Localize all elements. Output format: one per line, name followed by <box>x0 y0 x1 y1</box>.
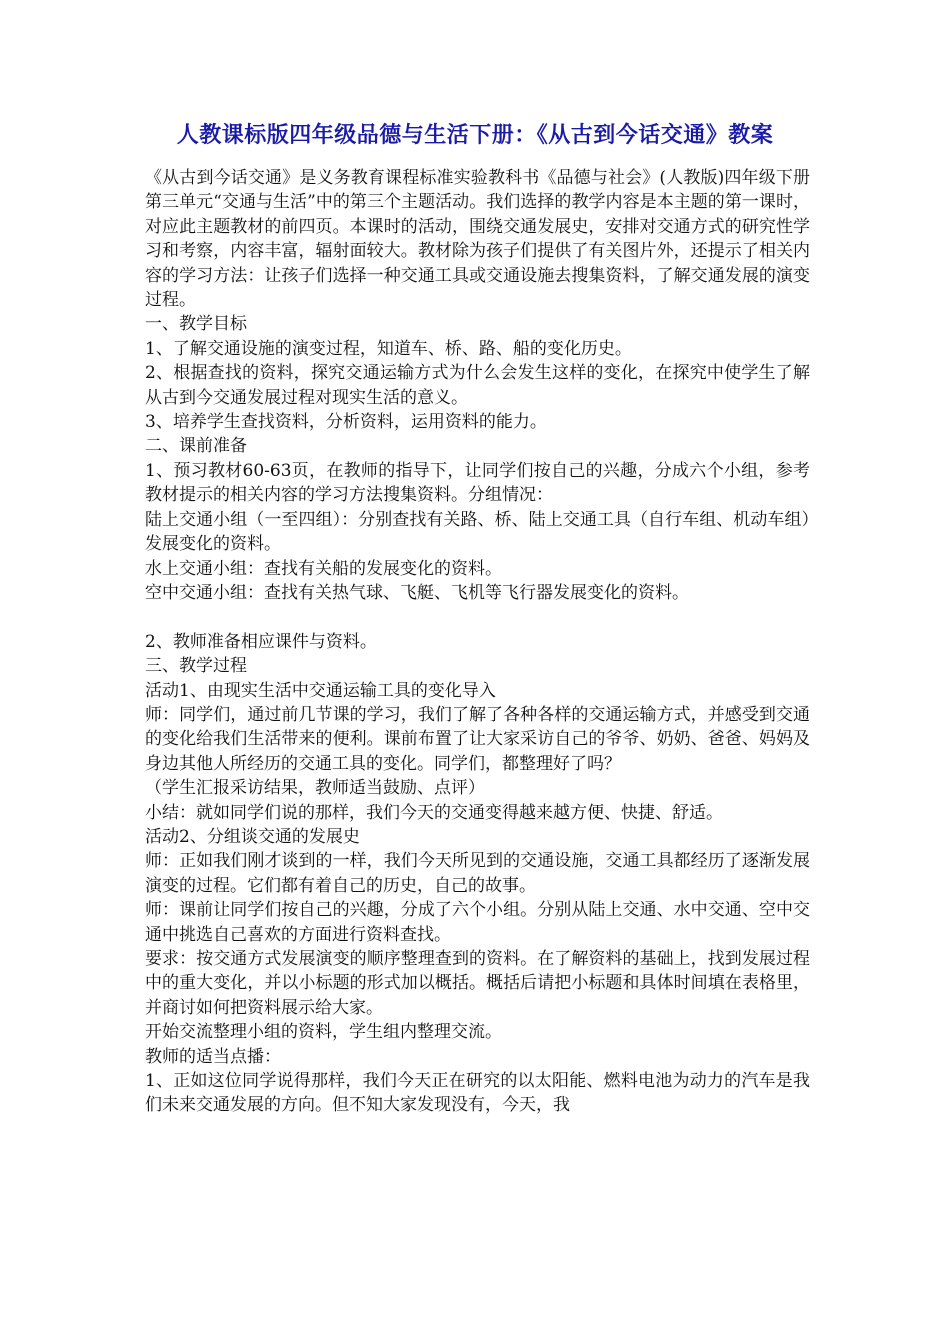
paragraph: 2、根据查找的资料，探究交通运输方式为什么会发生这样的变化，在探究中使学生了解从古到今交通发展过程对现实生活的意义。 <box>145 363 810 408</box>
paragraph: 1、了解交通设施的演变过程，知道车、桥、路、船的变化历史。 <box>145 338 632 359</box>
paragraph: 师：课前让同学们按自己的兴趣，分成了六个小组。分别从陆上交通、水中交通、空中交通中挑选自己喜欢的方面进行资料查找。 <box>145 900 810 945</box>
paragraph: 教师的适当点播： <box>145 1046 281 1067</box>
paragraph: 陆上交通小组（一至四组）：分别查找有关路、桥、陆上交通工具（自行车组、机动车组）发展变化的资料。 <box>145 509 810 555</box>
paragraph: 小结：就如同学们说的那样，我们今天的交通变得越来越方便、快捷、舒适。 <box>145 802 723 823</box>
paragraph: 2、教师准备相应课件与资料。 <box>145 631 377 652</box>
paragraph: 二、课前准备 <box>145 436 247 457</box>
blank-line <box>145 605 810 629</box>
paragraph: 1、正如这位同学说得那样，我们今天正在研究的以太阳能、燃料电池为动力的汽车是我们未来交通发展的方向。但不知大家发现没有，今天，我 <box>145 1071 810 1116</box>
paragraph: 师：同学们，通过前几节课的学习，我们了解了各种各样的交通运输方式，并感受到交通的变化给我们生活带来的便利。课前布置了让大家采访自己的爷爷、奶奶、爸爸、妈妈及身边其他人所经历的交通工具的变化。同学们，都整理好了吗？ <box>145 704 810 774</box>
document-body <box>145 166 810 1118</box>
paragraph: 一、教学目标 <box>145 314 247 335</box>
document-title: 人教课标版四年级品德与生活下册：《从古到今话交通》教案 <box>176 122 774 148</box>
paragraph: 1、预习教材60-63页，在教师的指导下，让同学们按自己的兴趣，分成六个小组，参考教材提示的相关内容的学习方法搜集资料。分组情况： <box>145 460 810 506</box>
paragraph: 开始交流整理小组的资料，学生组内整理交流。 <box>145 1022 502 1043</box>
paragraph: 水上交通小组：查找有关船的发展变化的资料。 <box>145 558 502 579</box>
paragraph: 师：正如我们刚才谈到的一样，我们今天所见到的交通设施，交通工具都经历了逐渐发展演变的过程。它们都有着自己的历史，自己的故事。 <box>145 851 810 896</box>
paragraph: 要求：按交通方式发展演变的顺序整理查到的资料。在了解资料的基础上，找到发展过程中的重大变化，并以小标题的形式加以概括。概括后请把小标题和具体时间填在表格里，并商讨如何把资料展示给大家。 <box>145 948 810 1018</box>
paragraph: 活动2、分组谈交通的发展史 <box>145 826 360 847</box>
paragraph: 空中交通小组：查找有关热气球、飞艇、飞机等飞行器发展变化的资料。 <box>145 582 689 603</box>
paragraph: 三、教学过程 <box>145 656 247 677</box>
paragraph: （学生汇报采访结果，教师适当鼓励、点评） <box>145 778 485 799</box>
paragraph: 《从古到今话交通》是义务教育课程标准实验教科书《品德与社会》(人教版)四年级下册第三单元“交通与生活”中的第三个主题活动。我们选择的教学内容是本主题的第一课时，对应此主题教材的前四页。本课时的活动，围绕交通发展史，安排对交通方式的研究性学习和考察，内容丰富，辐射面较大。教材除为孩子们提供了有关图片外，还提示了相关内容的学习方法：让孩子们选择一种交通工具或交通设施去搜集资料，了解交通发展的演变过程。 <box>145 168 810 311</box>
paragraph: 活动1、由现实生活中交通运输工具的变化导入 <box>145 680 496 701</box>
paragraph: 3、培养学生查找资料，分析资料，运用资料的能力。 <box>145 412 547 433</box>
